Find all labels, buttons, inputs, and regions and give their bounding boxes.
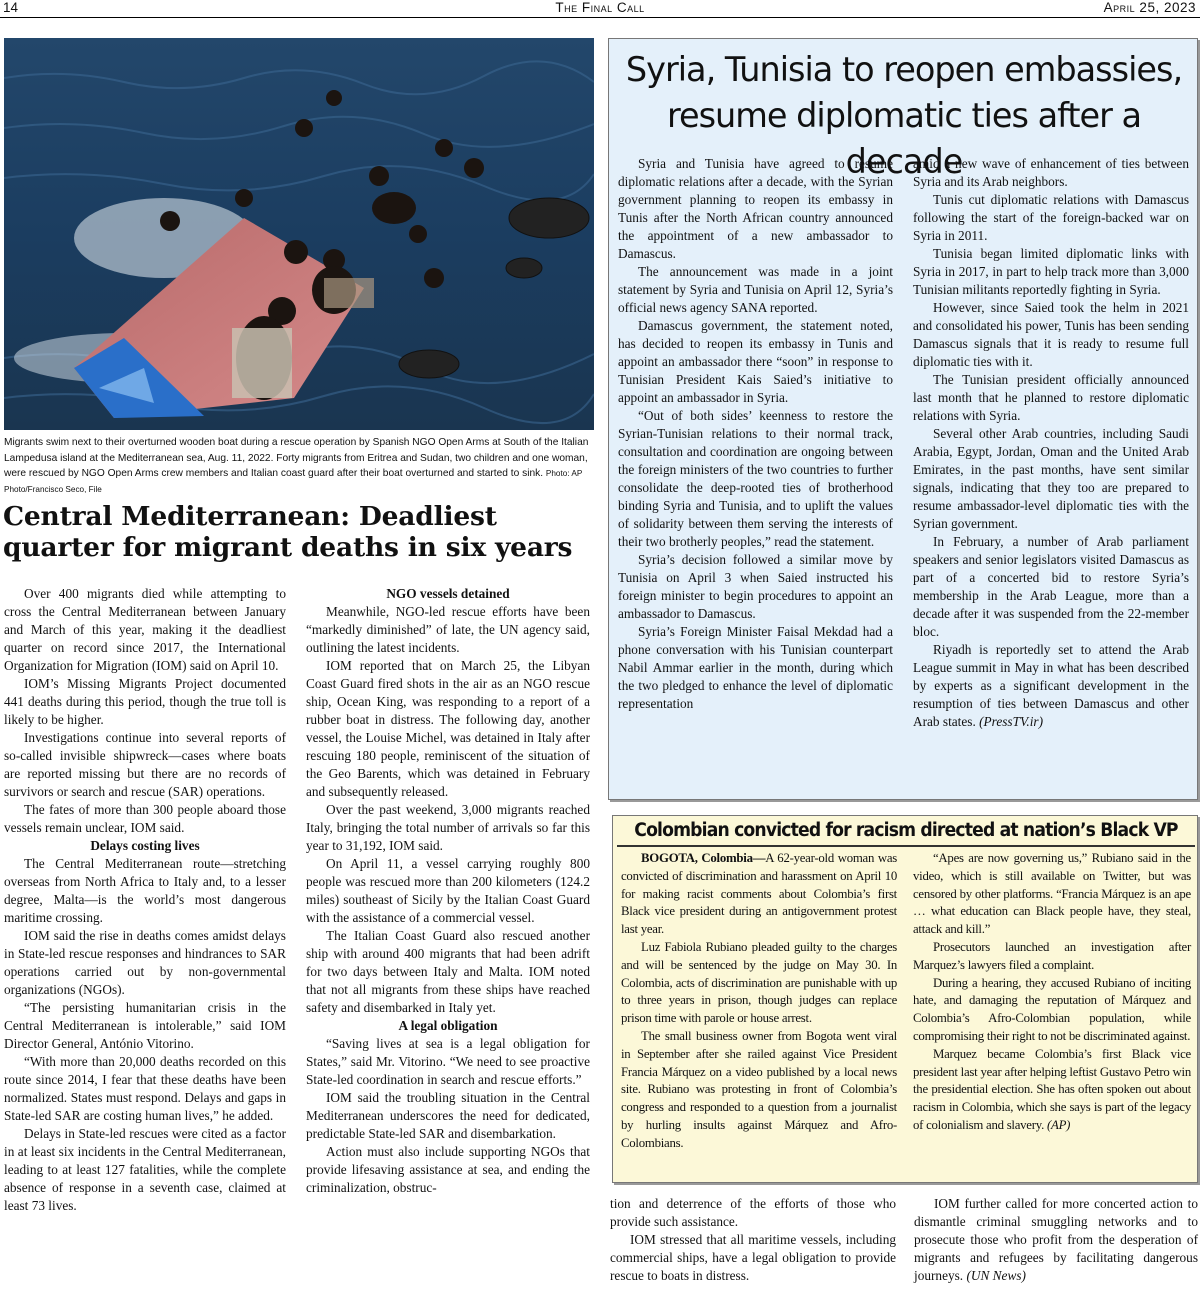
story-source: (AP)	[1046, 1117, 1071, 1132]
headline-line-1: Central Mediterranean: Deadliest	[3, 501, 497, 532]
paragraph: Syria’s Foreign Minister Faisal Mekdad had a phone conversation with his Tunisian counterpart Nabil Ammar earlier in the month, during which the two pledged to enhance the level of diplomatic representation	[618, 624, 893, 711]
paragraph: IOM said the troubling situation in the Central Mediterranean underscores the need for dedicated, predictable State-led SAR and disembarkation.	[306, 1090, 590, 1141]
photo-caption	[4, 435, 594, 497]
paragraph: Tunis cut diplomatic relations with Damascus following the start of the foreign-backed war on Syria in 2011.	[913, 192, 1189, 243]
paragraph: “With more than 20,000 deaths recorded on this route since 2014, I fear that these deaths have been normalized. States must respond. Delays and gaps in State-led SAR are costing human lives,” he added.	[4, 1054, 286, 1123]
headline-line-2: quarter for migrant deaths in six years	[3, 532, 573, 563]
paragraph: IOM further called for more concerted action to dismantle criminal smuggling networks and to prosecute those who profit from the desperation of migrants and refugees by facilitating dangerous journeys.	[914, 1196, 1198, 1283]
colombia-story-headline: Colombian convicted for racism directed at nation’s Black VP	[634, 820, 1178, 841]
paragraph: Damascus government, the statement noted, has decided to reopen its embassy in Tunis and appoint an ambassador there “soon” in response to Tunisian President Kais Saied’s initiative to appoint an ambassador in Syria.	[618, 318, 893, 405]
paragraph: In February, a number of Arab parliament speakers and senior legislators visited Damascus as part of a concerted bid to restore Syria’s membership in the Arab League, more than a decade after it was suspended from the 22-member bloc.	[913, 534, 1189, 639]
paragraph: A 62-year-old woman was convicted of discrimination and harassment on April 10 for making racist comments about Colombia’s first Black vice president during an antigovernment protest last year.	[621, 851, 897, 937]
paragraph: However, since Saied took the helm in 2021 and consolidated his power, Tunis has been sending Damascus signals that it is ready to resume full diplomatic ties with it.	[913, 300, 1189, 369]
paragraph: The Central Mediterranean route—stretching overseas from North Africa to Italy and, to a lesser degree, Malta—is the world’s most dangerous maritime crossing.	[4, 856, 286, 925]
paragraph: During a hearing, they accused Rubiano of inciting hate, and damaging the reputation of Márquez and Colombia’s Afro-Colombian population, while compromising their right to not be discriminated against.	[913, 975, 1191, 1043]
paragraph: Tunisia began limited diplomatic links with Syria in 2017, in part to help track more than 3,000 Tunisian militants reportedly fighting in Syria.	[913, 246, 1189, 297]
paragraph: IOM said the rise in deaths comes amidst delays in State-led rescue responses and hindrances to SAR operations carried out by non-governmental organizations (NGOs).	[4, 928, 286, 997]
paragraph: Action must also include supporting NGOs that provide lifesaving assistance at sea, and ending the criminalization, obstruc-	[306, 1144, 590, 1195]
paragraph: Meanwhile, NGO-led rescue efforts have been “markedly diminished” of late, the UN agency said, outlining the latest incidents.	[306, 604, 590, 655]
photo-credit: Photo: AP Photo/Francisco Seco, File	[4, 469, 583, 494]
paragraph: Investigations continue into several reports of so-called invisible shipwreck—cases where boats are reported missing but there are no records of survivors or search and rescue (SAR) operations.	[4, 730, 286, 799]
paragraph: Marquez became Colombia’s first Black vice president last year after helping leftist Gustavo Petro win the presidential election. She has often spoken out about racism in Colombia, which she says is part of the legacy of colonialism and slavery.	[913, 1046, 1191, 1132]
colombia-story-column-1	[621, 850, 897, 1153]
paragraph: “Out of both sides’ keenness to restore the Syrian-Tunisian relations to their normal track, consultation and coordination are ongoing between the foreign ministers of the two countries to further consolidate the deep-rooted ties of brotherhood binding Syria and Tunisia, and to uplift the values of solidarity between them serving the interests of their two brotherly peoples,” read the statement.	[618, 408, 893, 549]
paragraph: Riyadh is reportedly set to attend the Arab League summit in May in what has been described by experts as a significant development in the resumption of ties between Damascus and other Arab states.	[913, 642, 1189, 729]
syria-story-box	[608, 38, 1198, 800]
publication-name: The Final Call	[555, 0, 645, 15]
paragraph: tion and deterrence of the efforts of those who provide such assistance.	[610, 1196, 896, 1229]
paragraph: On April 11, a vessel carrying roughly 800 people was rescued more than 200 kilometers (124.2 miles) southeast of Sicily by the Italian Coast Guard with the assistance of a commercial vessel.	[306, 856, 590, 925]
colombia-story-column-2	[913, 850, 1191, 1135]
paragraph: Syria and Tunisia have agreed to resume diplomatic relations after a decade, with the Syrian government planning to reopen its embassy in Tunis after the North African country announced the appointment of a new ambassador to Damascus.	[618, 156, 893, 261]
subhead-ngo: NGO vessels detained	[386, 586, 510, 601]
paragraph: The Tunisian president officially announced last month that he planned to restore diplomatic relations with Syria.	[913, 372, 1189, 423]
paragraph: IOM’s Missing Migrants Project documented 441 deaths during this period, though the true toll is likely to be higher.	[4, 676, 286, 727]
page-header	[0, 0, 1200, 18]
paragraph: Several other Arab countries, including Saudi Arabia, Egypt, Jordan, Oman and the United Arab Emirates, in the past months, have sent similar signals, indicating that they too are prepared to resume ambassador-level diplomatic ties with the Syrian government.	[913, 426, 1189, 531]
caption-text: Migrants swim next to their overturned wooden boat during a rescue operation by Spanish NGO Open Arms at South of the Italian Lampedusa island at the Mediterranean sea, Aug. 11, 2022. Forty migrants from Eritrea and Sudan, two children and one woman, were rescued by NGO Open Arms crew members and Italian coast guard after their boat overturned and started to sink.	[4, 437, 589, 480]
subhead-delays: Delays costing lives	[90, 838, 200, 853]
colombia-story-box	[612, 815, 1198, 1183]
paragraph: Delays in State-led rescues were cited as a factor in at least six incidents in the Central Mediterranean, leading to at least 127 fatalities, while the complete absence of response in a seventh case, claimed at least 73 lives.	[4, 1126, 286, 1213]
paragraph: “Saving lives at sea is a legal obligation for States,” said Mr. Vitorino. “We need to see proactive State-led coordination in search and rescue efforts.”	[306, 1036, 590, 1087]
paragraph: Prosecutors launched an investigation after Marquez’s lawyers filed a complaint.	[913, 939, 1191, 972]
paragraph: “The persisting humanitarian crisis in the Central Mediterranean is intolerable,” said IOM Director General, António Vitorino.	[4, 1000, 286, 1051]
paragraph: The announcement was made in a joint statement by Syria and Tunisia on April 12, Syria’s official news agency SANA reported.	[618, 264, 893, 315]
paragraph: Over the past weekend, 3,000 migrants reached Italy, bringing the total number of arrivals so far this year to 31,192, IOM said.	[306, 802, 590, 853]
headline-rule	[617, 845, 1195, 847]
migrant-boat-photo	[4, 38, 594, 430]
migrant-story-column-1	[4, 585, 286, 1215]
paragraph: IOM reported that on March 25, the Libyan Coast Guard fired shots in the air as an NGO rescue ship, Ocean King, was responding to a report of a rubber boat in distress. The following day, another vessel, the Louise Michel, was detained in Italy after rescuing 180 people, reminiscent of the situation of the Geo Barents, which was detained in February and subsequently released.	[306, 658, 590, 799]
paragraph: The small business owner from Bogota went viral in September after she railed against Vice President Francia Márquez on a video published by a local news site. Rubiano was protesting in front of Colombia’s congress and responded to a question from a journalist by hurling insults against Márquez and Afro-Colombians.	[621, 1028, 897, 1150]
page-number: 14	[3, 0, 19, 15]
migrant-story-headline	[3, 501, 595, 563]
migrant-story-column-4	[914, 1195, 1198, 1285]
subhead-legal: A legal obligation	[398, 1018, 498, 1033]
paragraph: amid a new wave of enhancement of ties between Syria and its Arab neighbors.	[913, 156, 1189, 189]
headline-line-2: resume diplomatic ties after a decade	[666, 96, 1142, 181]
migrant-story-column-2	[306, 585, 590, 1197]
story-source: (PressTV.ir)	[979, 714, 1044, 729]
headline-line-1: Syria, Tunisia to reopen embassies,	[625, 50, 1183, 89]
paragraph: Luz Fabiola Rubiano pleaded guilty to the charges and will be sentenced by the judge on May 30. In Colombia, acts of discrimination are punishable with up to three years in prison, though judges can replace prison time with parole or house arrest.	[621, 939, 897, 1026]
migrant-story-column-3	[610, 1195, 896, 1285]
dateline: BOGOTA, Colombia—	[641, 851, 766, 865]
paragraph: The Italian Coast Guard also rescued another ship with around 400 migrants that had been adrift for two days between Italy and Malta. IOM noted that not all migrants from these ships have reached safety and disembarked in Italy yet.	[306, 928, 590, 1015]
issue-date: April 25, 2023	[1103, 0, 1196, 15]
paragraph: The fates of more than 300 people aboard those vessels remain unclear, IOM said.	[4, 802, 286, 835]
syria-story-column-2	[913, 155, 1189, 731]
paragraph: Over 400 migrants died while attempting to cross the Central Mediterranean between January and March of this year, making it the deadliest quarter on record since 2017, the International Organization for Migration (IOM) said on April 10.	[4, 586, 286, 673]
paragraph: Syria’s decision followed a similar move by Tunisia on April 3 when Saied instructed his foreign minister to begin procedures to appoint an ambassador to Damascus.	[618, 552, 893, 621]
syria-story-column-1	[618, 155, 893, 713]
paragraph: IOM stressed that all maritime vessels, including commercial ships, have a legal obligation to provide rescue to boats in distress.	[610, 1232, 896, 1283]
paragraph: “Apes are now governing us,” Rubiano said in the video, which is still available on Twitter, but was censored by other platforms. “Francia Márquez is an ape … what education can Black people have, they steal, attack and kill.”	[913, 851, 1191, 937]
story-source: (UN News)	[966, 1268, 1026, 1283]
